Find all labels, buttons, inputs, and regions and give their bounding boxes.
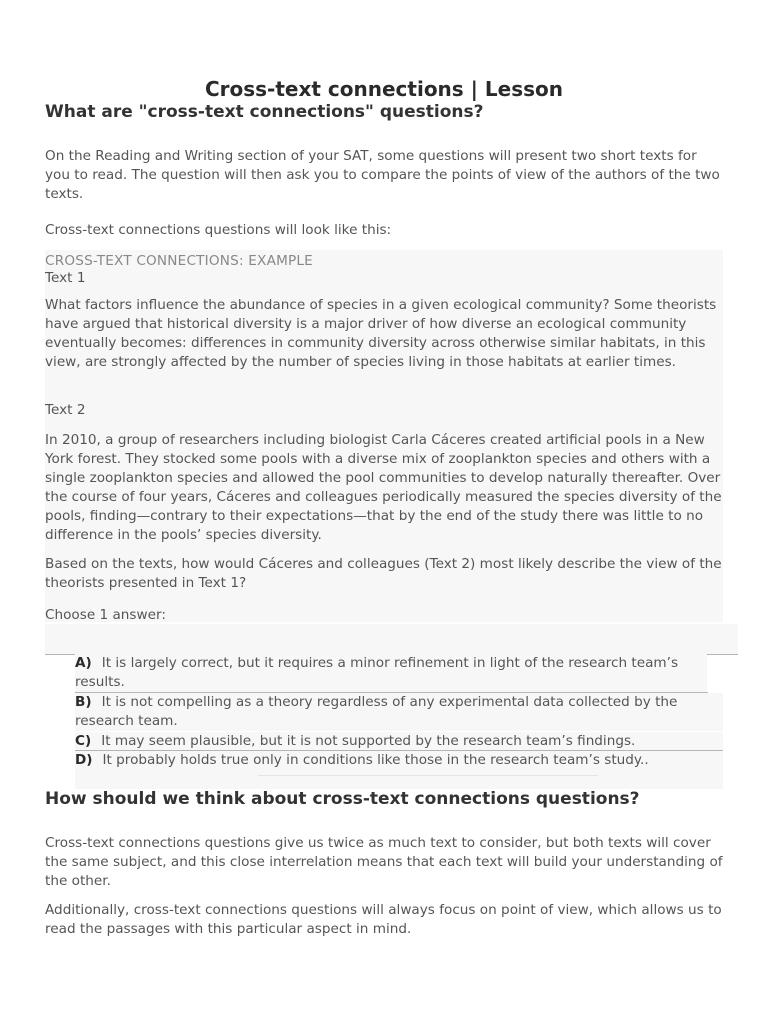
text1-label: Text 1 <box>45 270 86 286</box>
question-text: Based on the texts, how would Cáceres and colleagues (Text 2) most likely describe the view of the theorists presented in Text 1? <box>45 556 722 591</box>
answer-area-top <box>45 624 738 655</box>
text1-passage: What factors influence the abundance of species in a given ecological community? Some theorists have argued that historical diversity is a major driver of how diverse an ecological community eventually becomes: differences in community diversity across otherwise similar habitats, in this view, are strongly affected by the number of species living in those habitats at earlier times. <box>45 297 717 370</box>
choice-text: It is not compelling as a theory regardless of any experimental data collected by the research team. <box>75 694 678 729</box>
choice-text: It probably holds true only in conditions like those in the research team’s study.. <box>102 752 649 768</box>
thinking-paragraph-1: Cross-text connections questions give us twice as much text to consider, but both texts will cover the same subject, and this close interrelation means that each text will build your understanding of the other. <box>45 835 723 889</box>
choice-letter: D) <box>75 752 93 768</box>
choice-text: It is largely correct, but it requires a minor refinement in light of the research team’s results. <box>75 655 679 690</box>
choice-letter: B) <box>75 694 92 710</box>
example-label: CROSS-TEXT CONNECTIONS: EXAMPLE <box>45 253 313 269</box>
intro-paragraph: On the Reading and Writing section of your SAT, some questions will present two short texts for you to read. The question will then ask you to compare the points of view of the authors of the two texts. <box>45 148 720 202</box>
answer-choice-d[interactable] <box>75 751 723 789</box>
answer-choice-b[interactable] <box>75 693 723 731</box>
answer-choice-c[interactable] <box>75 732 723 751</box>
choose-prompt: Choose 1 answer: <box>45 607 166 623</box>
thinking-paragraph-2: Additionally, cross-text connections questions will always focus on point of view, which allows us to read the passages with this particular aspect in mind. <box>45 902 722 937</box>
page-title: Cross-text connections | Lesson <box>204 77 564 101</box>
choice-letter: A) <box>75 655 92 671</box>
section-heading-how: How should we think about cross-text connections questions? <box>45 789 640 809</box>
section-heading-what: What are "cross-text connections" questions? <box>45 102 484 122</box>
choice-divider <box>258 775 598 776</box>
text2-label: Text 2 <box>45 402 86 418</box>
choice-text: It may seem plausible, but it is not supported by the research team’s findings. <box>101 733 636 749</box>
text2-passage: In 2010, a group of researchers including biologist Carla Cáceres created artificial pools in a New York forest. They stocked some pools with a diverse mix of zooplankton species and others with a single zooplankton species and allowed the pool communities to develop naturally thereafter. Over the course of four years, Cáceres and colleagues periodically measured the species diversity of the pools, finding—contrary to their expectations—that by the end of the study there was little to no difference in the pools’ species diversity. <box>45 432 722 543</box>
intro-example-lead: Cross-text connections questions will look like this: <box>45 222 392 238</box>
answer-choice-a[interactable] <box>75 654 707 692</box>
choice-letter: C) <box>75 733 92 749</box>
